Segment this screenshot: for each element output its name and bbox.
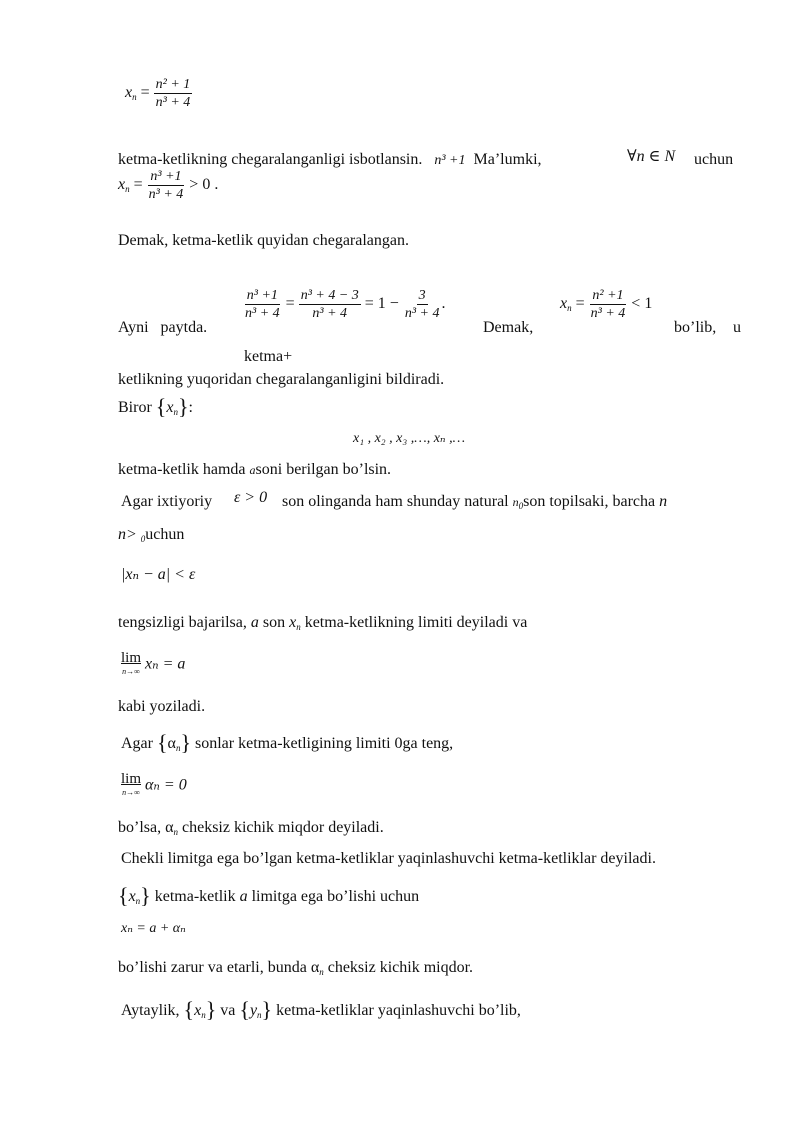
formula-limit-zero [121, 773, 187, 799]
text: u [733, 319, 741, 336]
sequence-formula: x₁ , x₂ , x₃ ,…, xₙ ,… [353, 431, 466, 446]
math-inline: a [249, 463, 256, 477]
text: son topilsaki, barcha [523, 493, 656, 510]
paragraph-line [694, 150, 733, 170]
fraction-num: n² +1 [592, 288, 624, 303]
text: ketma-ketlik [154, 888, 236, 905]
paragraph-line [118, 818, 384, 842]
fraction [147, 168, 186, 203]
math-inline: n> [118, 526, 137, 543]
fraction-num: n³ + 4 − 3 [300, 288, 359, 303]
text: bo’lsa, [118, 819, 162, 836]
paragraph-line [118, 958, 473, 982]
formula-sub: n [125, 184, 130, 195]
text: son olinganda ham shunday natural [282, 493, 509, 510]
math-inline: x [166, 399, 174, 416]
formula-sub: 0 [518, 501, 524, 511]
lim-operator [121, 773, 141, 799]
formula-limit-definition [121, 652, 185, 678]
fraction-den: n³ + 4 [245, 306, 280, 321]
left-brace: { [118, 883, 129, 908]
lim-under: n→∞ [122, 788, 140, 797]
forall-formula [627, 147, 675, 167]
text: cheksiz kichik miqdor. [327, 959, 474, 976]
paragraph-line: ketlikning yuqoridan chegaralanganligini bildiradi. [118, 371, 445, 388]
right-brace: } [180, 730, 191, 755]
formula-epsilon-neighborhood: |xₙ − a| < ε [121, 566, 196, 583]
text: soni berilgan bo’lsin. [255, 461, 392, 478]
text: cheksiz kichik miqdor deyiladi. [182, 819, 384, 836]
formula-rhs: αₙ = 0 [145, 776, 187, 794]
text: Agar [121, 735, 153, 752]
math-inline: α [167, 735, 176, 752]
fraction-num: n³ +1 [150, 169, 182, 184]
math-inline: α [310, 959, 320, 976]
formula-sub: n [173, 827, 178, 837]
paragraph-line: kabi yoziladi. [118, 698, 206, 715]
paragraph-line [733, 318, 741, 338]
text: bo’lishi zarur va etarli, bunda [118, 959, 307, 976]
paragraph-line [118, 460, 391, 480]
lim-operator [121, 652, 141, 678]
formula-rhs: < 1 [631, 295, 653, 313]
formula-limit-decomposition: xₙ = a + αₙ [121, 921, 186, 936]
right-brace: } [261, 997, 273, 1022]
left-brace: { [155, 394, 167, 419]
math-inline: a [250, 614, 259, 631]
paragraph-line [118, 318, 207, 338]
text: : [188, 399, 193, 416]
text: Ma’lumki, [473, 151, 542, 168]
text: ketma-ketlikning chegaralanganligi isbotlansin. [118, 151, 423, 168]
left-brace: { [183, 997, 195, 1022]
text: Ayni paytda. [118, 319, 208, 336]
math-inline: ε > 0 [234, 489, 268, 506]
equals-sign: = [140, 84, 150, 102]
lim-word: lim [121, 771, 142, 787]
text: limitga ega bo’lishi uchun [251, 888, 420, 905]
text: ketma+ [244, 348, 293, 365]
left-brace: { [156, 730, 168, 755]
text: uchun [145, 526, 185, 543]
fraction-den: n³ + 4 [590, 306, 626, 321]
formula-sub: n [257, 1010, 262, 1020]
text: uchun [694, 151, 734, 168]
formula-rhs: xₙ = a [145, 655, 186, 673]
text: Biror [118, 399, 152, 416]
fraction-den: n³ + 4 [404, 306, 440, 321]
paragraph-line [483, 318, 533, 338]
paragraph-line: Chekli limitga ega bo’lgan ketma-ketliklar yaqinlashuvchi ketma-ketliklar deyiladi. [121, 850, 656, 867]
text: va [220, 1002, 236, 1019]
formula-rhs: > 0 . [189, 176, 219, 194]
lim-under: n→∞ [122, 667, 140, 676]
math-inline: y [249, 1002, 258, 1019]
fraction [403, 287, 442, 322]
fraction-num: n³ +1 [246, 288, 278, 303]
text: Agar ixtiyoriy [121, 493, 213, 510]
fraction-num: n² + 1 [155, 77, 191, 92]
fraction [299, 287, 361, 322]
equals-sign: = [285, 295, 295, 313]
formula-sub: n [201, 1010, 206, 1020]
paragraph-line [674, 318, 716, 338]
paragraph-line [118, 394, 193, 422]
formula-var: x [560, 295, 568, 313]
paragraph-line [282, 492, 667, 516]
right-brace: } [177, 394, 189, 419]
period: . [441, 295, 446, 313]
paragraph-line [121, 997, 521, 1025]
paragraph-line [118, 613, 527, 637]
math-inline: x [289, 614, 297, 631]
text: sonlar ketma-ketligining limiti 0ga teng, [195, 735, 454, 752]
equals-sign: = [133, 176, 143, 194]
math-inline: ∀n ∈ N [627, 148, 676, 165]
text: ketma-ketlik hamda [118, 461, 246, 478]
math-inline: x [194, 1002, 202, 1019]
formula-upper-bound [243, 287, 445, 322]
left-brace: { [239, 997, 250, 1022]
epsilon-formula [234, 488, 267, 508]
paragraph-line [121, 730, 454, 758]
formula-sub: n [132, 92, 137, 103]
formula-less-than-one [560, 287, 652, 322]
right-brace: } [140, 883, 151, 908]
fraction-den: n³ + 4 [155, 95, 191, 110]
math-inline: n [659, 493, 668, 510]
math-inline: x [128, 888, 136, 905]
math-inline: a [239, 888, 248, 905]
formula-sub: 0 [140, 534, 146, 544]
text: Demak, [483, 319, 534, 336]
formula-sub: n [567, 303, 572, 314]
fraction-num: 3 [418, 288, 426, 303]
formula-sub: n [173, 407, 178, 417]
formula-rhs: = 1 − [364, 295, 399, 313]
fraction [589, 287, 628, 322]
text: tengsizligi bajarilsa, [118, 614, 247, 631]
paragraph-line [118, 883, 420, 911]
equals-sign: = [575, 295, 585, 313]
math-inline: n [512, 495, 519, 509]
text: ketma-ketliklar yaqinlashuvchi bo’lib, [276, 1002, 521, 1019]
fraction [243, 287, 282, 322]
paragraph-line: Demak, ketma-ketlik quyidan chegaralangan. [118, 232, 409, 249]
formula-var: x [118, 176, 126, 194]
fraction-den: n³ + 4 [148, 187, 184, 202]
lim-word: lim [121, 650, 142, 666]
math-inline: n³ +1 [434, 153, 466, 168]
paragraph-line [121, 492, 212, 512]
paragraph-line [244, 347, 292, 367]
formula-sub: n [296, 622, 301, 632]
fraction [154, 76, 193, 111]
formula-var: x [125, 84, 133, 102]
text: ketma-ketlikning limiti deyiladi va [304, 614, 528, 631]
formula-sub: n [135, 896, 141, 906]
right-brace: } [205, 997, 217, 1022]
paragraph-line [118, 525, 184, 549]
fraction-den: n³ + 4 [312, 306, 348, 321]
formula-positive [118, 168, 218, 203]
text: son [262, 614, 286, 631]
formula-sub: n [175, 743, 181, 753]
text: Aytaylik, [121, 1002, 180, 1019]
math-inline: α [165, 819, 174, 836]
formula-sub: n [319, 967, 324, 977]
text: bo’lib, [674, 319, 717, 336]
formula-xn-definition [125, 76, 192, 111]
